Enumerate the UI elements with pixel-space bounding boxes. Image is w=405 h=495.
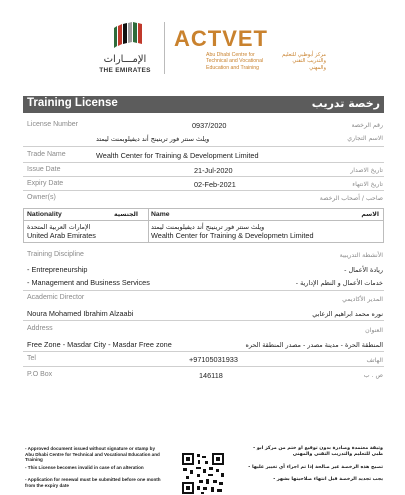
- divider: [23, 351, 384, 352]
- actvet-subtitle: Abu Dhabi Centre for Technical and Vocational Education and Training: [206, 52, 264, 71]
- footer-note-arabic: - يجب تجديد الرخصة قبل انتهاء صلاحيتها بشهر: [273, 477, 383, 482]
- expiry-date-label: Expiry Date: [27, 180, 64, 187]
- name-header: Name: [151, 211, 170, 218]
- footer-note: - Approved document issued without signature or stamp by Abu Dhabi Centre for Technical and Vocational Education and Training: [25, 446, 160, 463]
- tel-value: +97105031933: [189, 355, 238, 364]
- po-box-label-arabic: ص . ب: [363, 372, 383, 379]
- trade-name-label: Trade Name: [27, 151, 66, 158]
- footer-note-arabic: - تصبح هذه الرخصة غير صالحة إذا تم اجراء أي تغيير عليها: [248, 465, 383, 470]
- training-discipline-label-arabic: الأنشطة التدريبية: [339, 252, 383, 259]
- issue-date-label-arabic: تاريخ الاصدار: [350, 167, 383, 174]
- trade-name-value: Wealth Center for Training & Development Limited: [96, 151, 259, 160]
- owners-table: [23, 208, 384, 243]
- address-value: Free Zone - Masdar City - Masdar Free zone: [27, 340, 172, 349]
- divider: [23, 366, 384, 367]
- trade-name-arabic-value: ويلث سنتر فور ترينينج أند ديفيلوبمنت ليمتد: [96, 135, 210, 143]
- page-title-arabic: رخصة تدريب: [311, 97, 380, 110]
- qr-code-icon: [181, 452, 225, 495]
- nationality-header-arabic: الجنسية: [114, 211, 139, 218]
- divider: [23, 146, 384, 147]
- owner-nationality-arabic: الإمارات العربية المتحدة: [27, 223, 91, 231]
- divider: [23, 290, 384, 291]
- expiry-date-value: 02-Feb-2021: [194, 180, 236, 189]
- emirates-logo-arabic-text: الإمـــارات: [103, 54, 147, 65]
- divider: [23, 320, 384, 321]
- footer-note-arabic: - وثيقة معتمدة وصادرة بدون توقيع او ختم من مركز ابو ظبي للتعليم والتدريب التقني والمهني: [253, 446, 383, 457]
- header-divider: [164, 22, 165, 74]
- academic-director-label-arabic: المدير الأكاديمي: [342, 296, 383, 303]
- name-header-arabic: الاسم: [361, 211, 379, 218]
- footer-note: - This License becomes invalid in case of an alteration: [25, 465, 144, 470]
- owners-label: Owner(s): [27, 194, 56, 201]
- nationality-header: Nationality: [27, 211, 62, 218]
- owners-table-header: [24, 209, 383, 221]
- document-header: [0, 0, 405, 88]
- actvet-subtitle-arabic: مركز أبوظبي للتعليم والتدريب التقني والمهني: [282, 52, 326, 71]
- address-value-arabic: المنطقة الحرة - مدينة مصدر - مصدر المنطقة الحره: [245, 341, 383, 349]
- address-label: Address: [27, 325, 53, 332]
- issue-date-label: Issue Date: [27, 166, 61, 173]
- address-label-arabic: العنوان: [365, 327, 383, 334]
- discipline-item: - Management and Business Services: [27, 278, 150, 287]
- discipline-item: - Entrepreneurship: [27, 265, 88, 274]
- owner-name-arabic: ويلث سنتر فور ترينينج أند ديفيلوبمنت ليمتد: [151, 223, 265, 231]
- training-discipline-label: Training Discipline: [27, 251, 84, 258]
- owner-nationality: United Arab Emirates: [27, 231, 96, 240]
- owners-label-arabic: صاحب / أصحاب الرخصة: [319, 195, 383, 202]
- tel-label: Tel: [27, 355, 36, 362]
- divider: [23, 162, 384, 163]
- issue-date-value: 21-Jul-2020: [194, 166, 233, 175]
- academic-director-value-arabic: نوره محمد ابراهيم الزعابي: [312, 310, 383, 318]
- discipline-item-arabic: - ريادة الأعمال: [344, 266, 383, 274]
- po-box-label: P.O Box: [27, 371, 53, 378]
- discipline-item-arabic: - خدمات الأعمال و النظم الإدارية: [295, 279, 383, 287]
- expiry-date-label-arabic: تاريخ الانتهاء: [352, 181, 383, 188]
- academic-director-value: Noura Mohamed Ibrahim Alzaabi: [27, 309, 134, 318]
- license-number-label-arabic: رقم الرخصة: [351, 122, 383, 129]
- owners-table-column-divider: [148, 209, 149, 242]
- title-bar: [23, 96, 384, 113]
- divider: [23, 176, 384, 177]
- trade-name-label-arabic: الاسم التجاري: [347, 135, 383, 142]
- actvet-logo: ACTVET: [174, 26, 268, 51]
- footer-note: - Application for renewal must be submitted before one month from the expiry date: [25, 477, 161, 488]
- divider: [23, 190, 384, 191]
- po-box-value: 146118: [199, 371, 223, 380]
- license-number-value: 0937/2020: [192, 121, 227, 130]
- tel-label-arabic: الهاتف: [366, 357, 383, 364]
- emirates-logo-text: THE EMIRATES: [99, 67, 151, 74]
- academic-director-label: Academic Director: [27, 294, 85, 301]
- license-number-label: License Number: [27, 121, 78, 128]
- owner-name: Wealth Center for Training & Developmetn Limited: [151, 231, 314, 240]
- page-title: Training License: [27, 97, 118, 109]
